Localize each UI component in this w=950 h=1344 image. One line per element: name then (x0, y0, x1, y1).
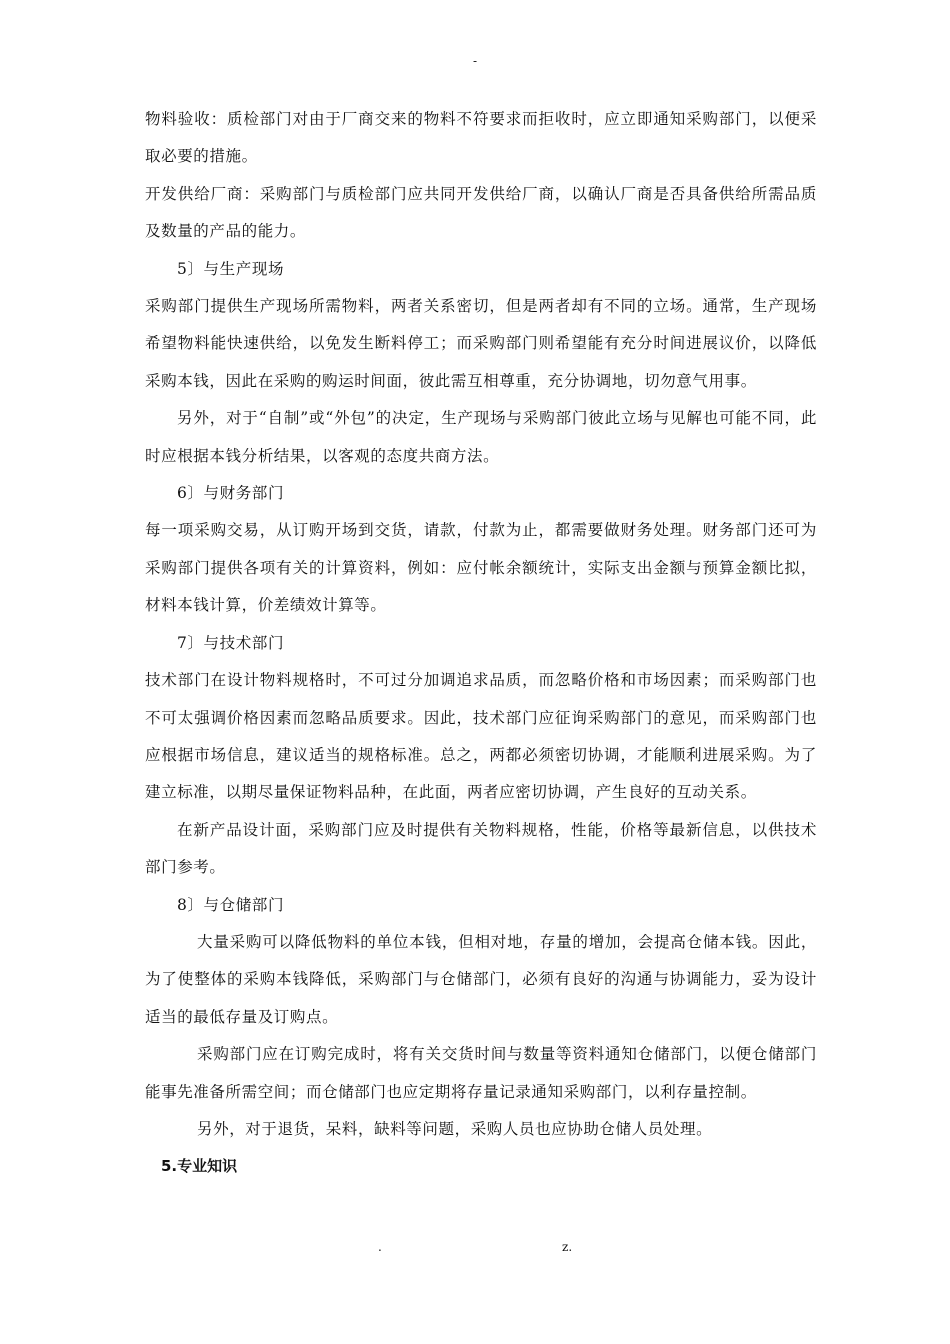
paragraph-material-inspection: 物料验收：质检部门对由于厂商交来的物料不符要求而拒收时，应立即通知采购部门，以便采取必要的措施。 (145, 110, 817, 166)
section-title-expertise: 5.专业知识 (161, 1157, 238, 1176)
paragraph-warehouse-cost: 大量采购可以降低物料的单位本钱，但相对地，存量的增加，会提高仓储本钱。因此，为了使整体的采购本钱降低，采购部门与仓储部门，必须有良好的沟通与协调能力，妥为设计适当的最低存量及订购点。 (145, 932, 817, 1026)
paragraph-production-relation: 采购部门提供生产现场所需物料，两者关系密切，但是两者却有不同的立场。通常，生产现场希望物料能快速供给，以免发生断料停工；而采购部门则希望能有充分时间进展议价，以降低采购本钱，因此在采购的购运时间面，彼此需互相尊重，充分协调地，切勿意气用事。 (145, 297, 817, 390)
heading-tech-dept: 7〕与技术部门 (177, 633, 285, 652)
header-mark: - (472, 54, 478, 68)
document-body (145, 101, 817, 1186)
paragraph-finance-relation: 每一项采购交易，从订购开场到交货，请款，付款为止，都需要做财务处理。财务部门还可为采购部门提供各项有关的计算资料，例如：应付帐余额统计，实际支出金额与预算金额比拟，材料本钱计算，价差绩效计算等。 (145, 521, 817, 615)
paragraph-tech-relation: 技术部门在设计物料规格时，不可过分加调追求品质，而忽略价格和市场因素；而采购部门也不可太强调价格因素而忽略品质要求。因此，技术部门应征询采购部门的意见，而采购部门也应根据市场信息，建议适当的规格标准。总之，两都必须密切协调，才能顺利进展采购。为了建立标准，以期尽量保证物料品种，在此面，两者应密切协调，产生良好的互动关系。 (145, 671, 817, 802)
paragraph-make-or-buy: 另外，对于“自制”或“外包”的决定，生产现场与采购部门彼此立场与见解也可能不同，此时应根据本钱分析结果，以客观的态度共商方法。 (145, 409, 817, 465)
paragraph-warehouse-notify: 采购部门应在订购完成时，将有关交货时间与数量等资料通知仓储部门，以便仓储部门能事先准备所需空间；而仓储部门也应定期将存量记录通知采购部门，以利存量控制。 (145, 1045, 817, 1101)
heading-production-site: 5〕与生产现场 (177, 259, 285, 278)
footer-left-mark: . (378, 1240, 382, 1254)
footer-right-mark: z. (562, 1240, 573, 1254)
heading-warehouse-dept: 8〕与仓储部门 (177, 895, 285, 914)
paragraph-returns: 另外，对于退货，呆料，缺料等问题，采购人员也应协助仓储人员处理。 (197, 1119, 713, 1138)
paragraph-new-product: 在新产品设计面，采购部门应及时提供有关物料规格，性能，价格等最新信息，以供技术部门参考。 (145, 820, 817, 877)
paragraph-supplier-development: 开发供给厂商：采购部门与质检部门应共同开发供给厂商，以确认厂商是否具备供给所需品质及数量的产品的能力。 (145, 184, 817, 241)
heading-finance-dept: 6〕与财务部门 (177, 484, 285, 503)
